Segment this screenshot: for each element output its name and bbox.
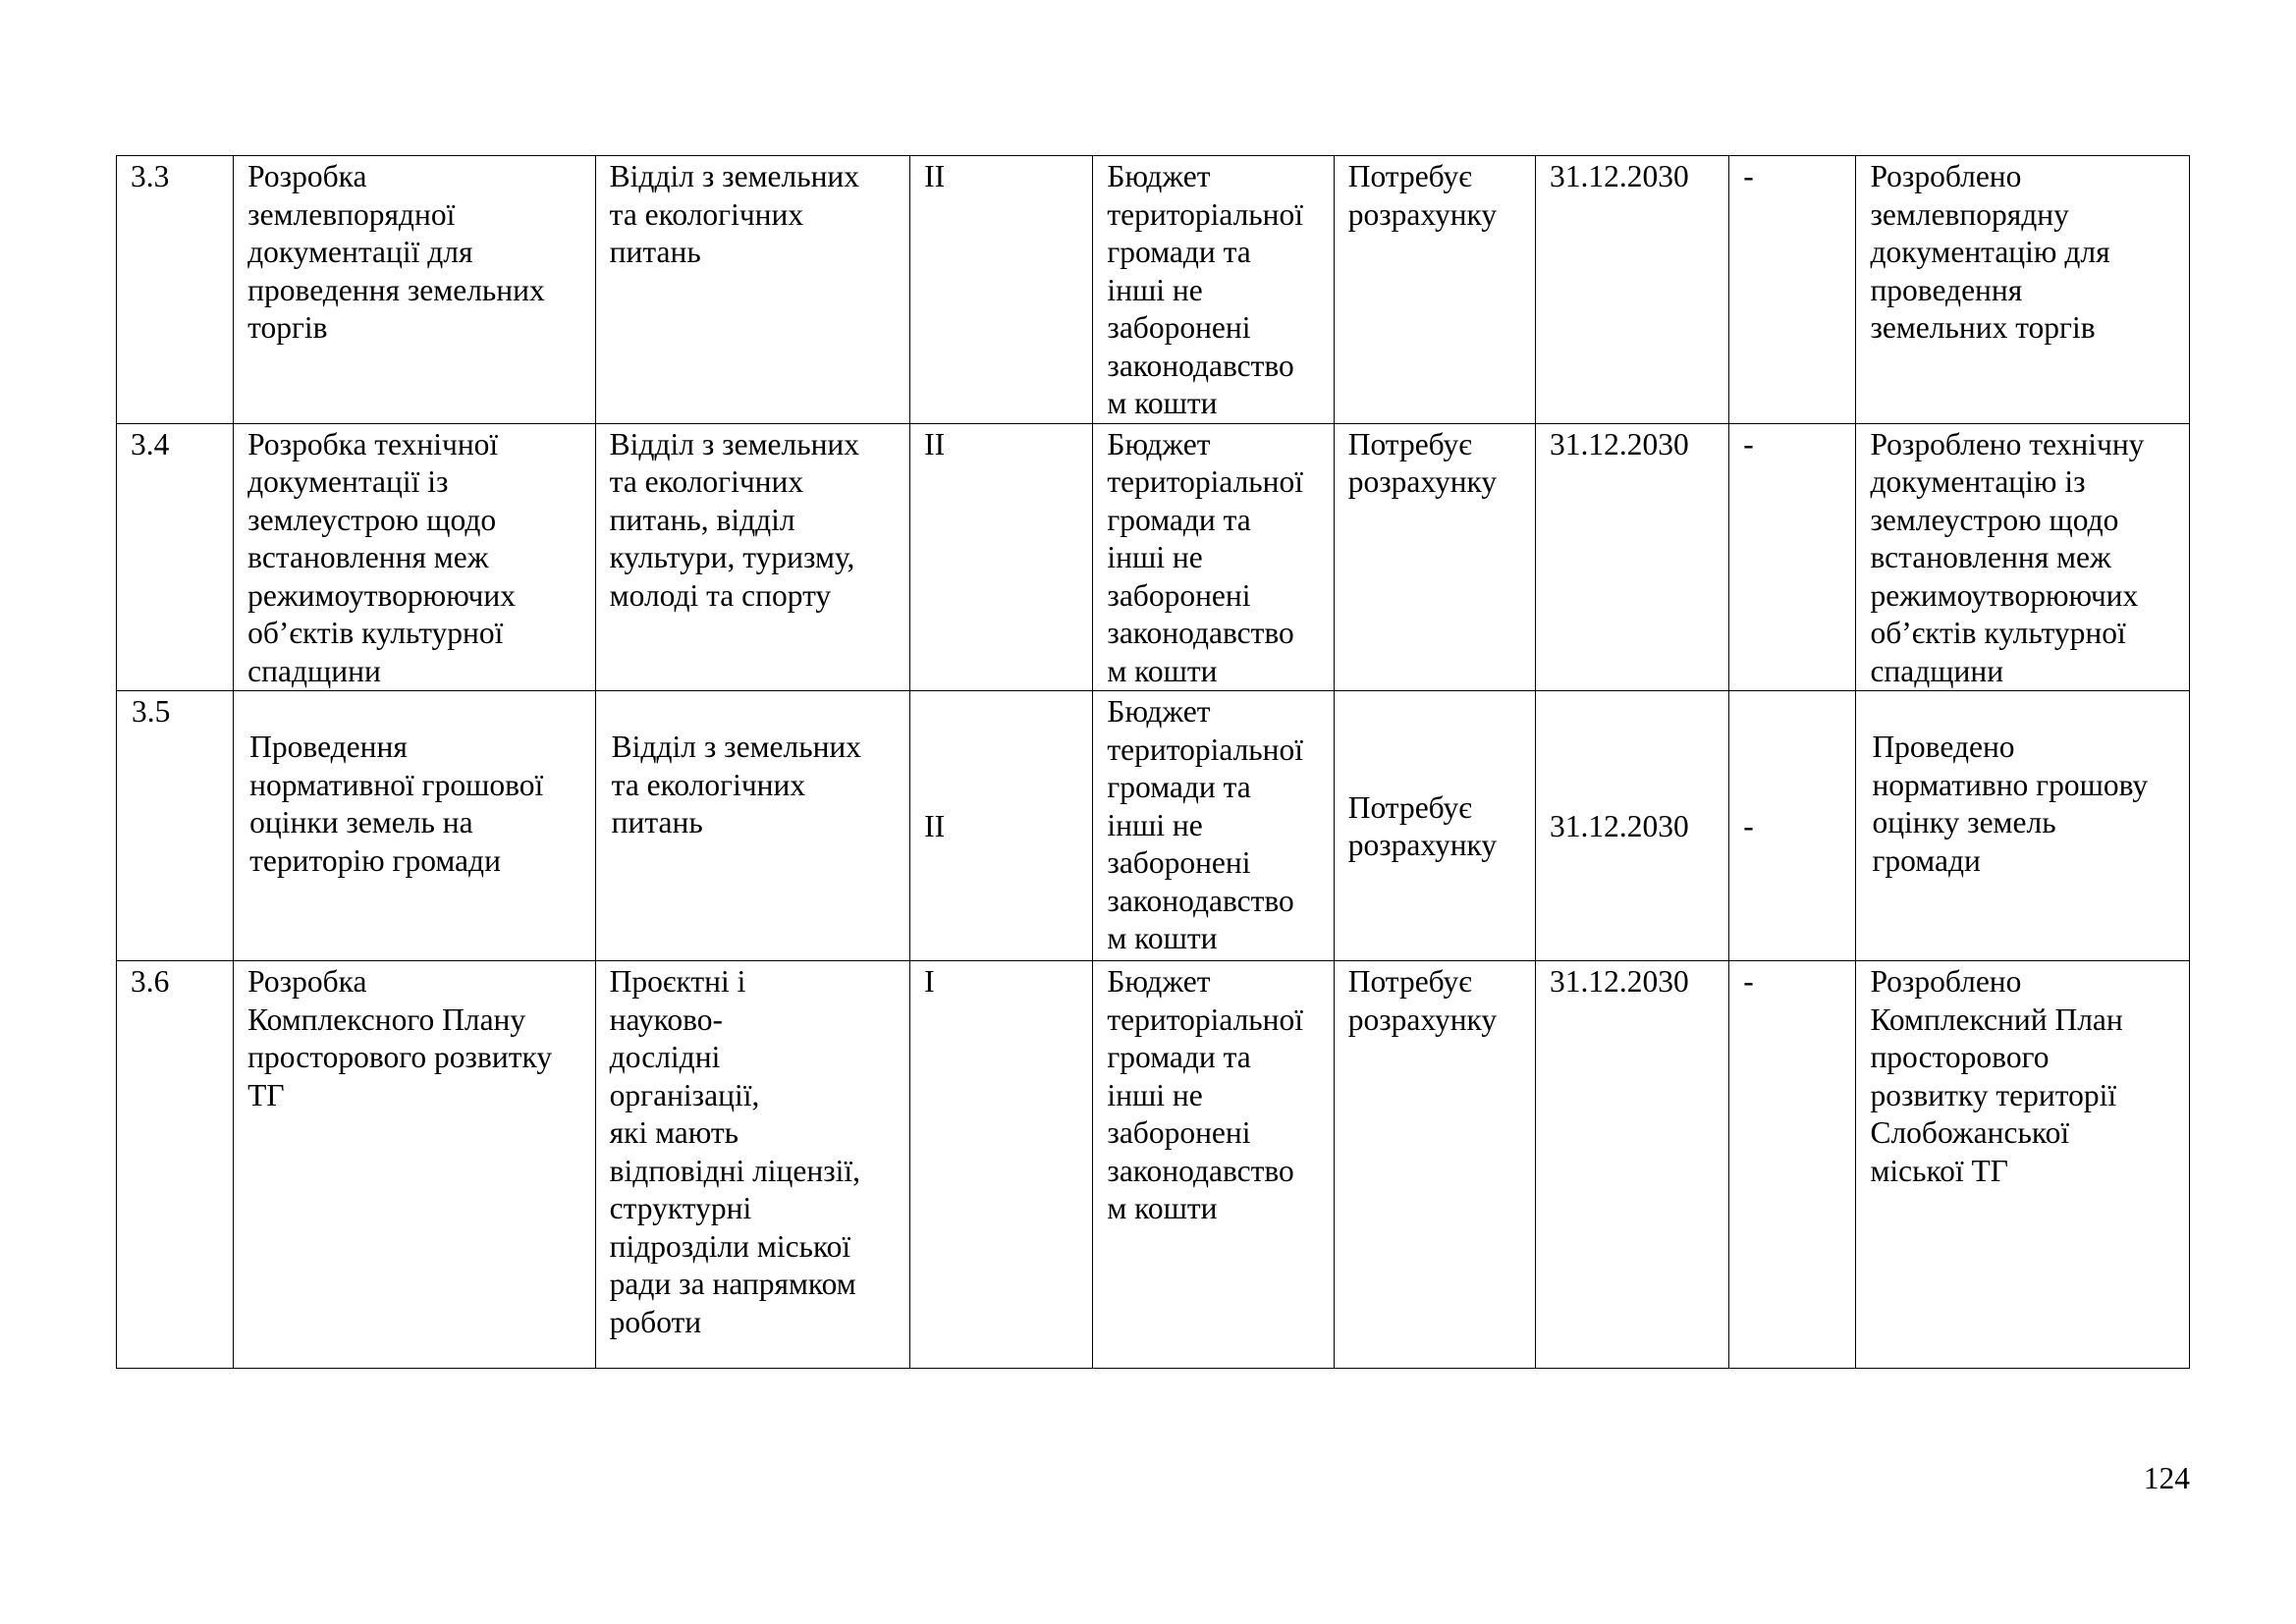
row-number: 3.3 (117, 156, 234, 424)
measure-name: Розробка технічної документації із землеустрою щодо встановлення меж режимоутворюючих об’єктів культурної спадщини (234, 423, 596, 691)
measure-name: Проведення нормативної грошової оцінки земель на територію громади (234, 691, 596, 961)
row-number: 3.4 (117, 423, 234, 691)
table-row (117, 156, 2190, 424)
extra-value: - (1729, 423, 1856, 691)
row-number: 3.6 (117, 961, 234, 1369)
measure-name: Розробка землевпорядної документації для проведення земельних торгів (234, 156, 596, 424)
cost-estimate: Потребує розрахунку (1334, 961, 1535, 1369)
responsible-executor: Відділ з земельних та екологічних питань (595, 156, 909, 424)
responsible-executor: Відділ з земельних та екологічних питань, відділ культури, туризму, молоді та спорту (595, 423, 909, 691)
deadline: 31.12.2030 (1536, 961, 1729, 1369)
responsible-executor: Проєктні і науково- дослідні організації, які мають відповідні ліцензії, структурні підрозділи міської ради за напрямком роботи (595, 961, 909, 1369)
extra-value: - (1729, 961, 1856, 1369)
funding-source: Бюджет територіальної громади та інші не заборонені законодавство м кошти (1093, 423, 1334, 691)
row-number: 3.5 (117, 691, 234, 961)
deadline: 31.12.2030 (1536, 423, 1729, 691)
measures-table (116, 155, 2190, 1369)
priority: ІІ (910, 423, 1093, 691)
table-row (117, 691, 2190, 961)
extra-value: - (1729, 156, 1856, 424)
funding-source: Бюджет територіальної громади та інші не заборонені законодавство м кошти (1093, 691, 1334, 961)
funding-source: Бюджет територіальної громади та інші не заборонені законодавство м кошти (1093, 961, 1334, 1369)
table-row (117, 961, 2190, 1369)
page-number: 124 (2143, 1461, 2190, 1495)
priority: ІІ (910, 156, 1093, 424)
funding-source: Бюджет територіальної громади та інші не заборонені законодавство м кошти (1093, 156, 1334, 424)
cost-estimate: Потребує розрахунку (1334, 156, 1535, 424)
expected-result: Проведено нормативно грошову оцінку земель громади (1856, 691, 2190, 961)
priority: І (910, 961, 1093, 1369)
cost-estimate: Потребує розрахунку (1334, 423, 1535, 691)
deadline: 31.12.2030 (1536, 691, 1729, 961)
table-row (117, 423, 2190, 691)
cost-estimate: Потребує розрахунку (1334, 691, 1535, 961)
responsible-executor: Відділ з земельних та екологічних питань (595, 691, 909, 961)
expected-result: Розроблено землевпорядну документацію для проведення земельних торгів (1856, 156, 2190, 424)
deadline: 31.12.2030 (1536, 156, 1729, 424)
measure-name: Розробка Комплексного Плану просторового розвитку ТГ (234, 961, 596, 1369)
extra-value: - (1729, 691, 1856, 961)
expected-result: Розроблено технічну документацію із землеустрою щодо встановлення меж режимоутворюючих об’єктів культурної спадщини (1856, 423, 2190, 691)
expected-result: Розроблено Комплексний План просторового розвитку території Слобожанської міської ТГ (1856, 961, 2190, 1369)
priority: ІІ (910, 691, 1093, 961)
